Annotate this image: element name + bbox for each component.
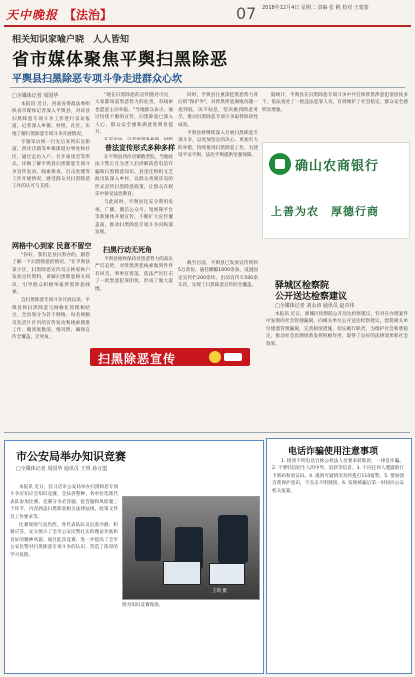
rule: [4, 432, 410, 433]
paragraph: 1. 接到不明电话自称公检法人员要求转账的，一律是诈骗。2. 不要轻信陌生人的中奖、退款等信息。3. 不向任何人透露银行卡密码和验证码。4. 遇到可疑情况及时拨打110报警。5. 要加强自我保护意识，不点击不明链接。6. 发现被骗后第一时间向公安机关报案。: [272, 459, 404, 494]
bank-advertisement: [262, 142, 410, 239]
bank-name: 确山农商银行: [295, 159, 380, 174]
paragraph: "你好，我们是县扫黑办的，跟您了解一下扫黑除恶的情况。"在平舆县某小区，扫黑除恶宣传员正挨家挨户发放宣传资料，讲解扫黑除恶相关知识，引导群众积极举报涉黑涉恶线索。: [12, 253, 90, 296]
paragraph: [95, 137, 173, 140]
lead-headline: 省市媒体聚焦平舆扫黑除恶: [12, 50, 228, 70]
paragraph: 据统计，平舆县在扫黑除恶专项斗争中共打掉涉黑涉恶犯罪团伙多个，依法查处了一批违法犯罪人员，有效维护了社会稳定，群众安全感明显增强。: [262, 93, 408, 113]
paragraph: 同时，平舆县注重深挖黑恶势力背后的"保护伞"，对涉黑涉恶腐败问题一查到底，决不姑息，坚决做到除恶务尽，推动扫黑除恶专项斗争取得阶段性成效。: [178, 93, 258, 128]
rule: [10, 87, 405, 88]
side-news-title-1: 驿城区检察院: [275, 281, 330, 291]
lead-kicker: 相关知识家喻户晓 人人皆知: [12, 35, 130, 45]
photo-caption: 图为知识竞赛现场。: [122, 603, 164, 608]
photo-credit: 王琪 摄: [212, 589, 227, 594]
lead-column-2: [95, 92, 173, 140]
quiz-photo: [122, 496, 260, 600]
bank-slogan: 上善为农 厚德行商: [271, 205, 379, 218]
paragraph: 自扫黑除恶专项斗争开展以来，平舆县将扫黑除恶与网格化管理相结合，全县划分为若干网格，每名网格员负责片区内的宣传发动和线索摸排工作，做到底数清、情况明，确保宣传全覆盖、无死角。: [12, 298, 90, 341]
paragraph: 比赛现场气氛热烈，各代表队队员沉着冷静、积极应答，充分展示了全市公安民警扎实的理论功底和良好的精神风貌。通过此次竞赛，进一步提高了全市公安民警对扫黑除恶专项斗争的认识，营造了浓厚的学习氛围。: [10, 523, 118, 558]
photo-monitor: [209, 563, 245, 585]
bank-logo-icon: [269, 153, 291, 175]
lead-column-4: [262, 92, 408, 138]
banner-text: 扫黑除恶宣传: [98, 352, 177, 366]
side-news-body: [266, 311, 408, 431]
masthead: [4, 3, 411, 27]
paragraph: 本报讯 近日，驻马店市公安局举办扫黑除恶专项斗争应知应会知识竞赛，全局各警种、各单位选派代表队参加比赛。竞赛分为必答题、抢答题和风险题三个环节，内容涵盖扫黑除恶相关法律法规、政策文件及工作要求等。: [10, 485, 118, 520]
paragraph: 本报讯 近日，驿城区检察院公开送达检察建议，针对在办理案件中发现的社会管理漏洞，向相关单位公开送达检察建议，督促相关单位堵塞管理漏洞，完善制度措施，切实履行职责，为维护社会和谐稳定、推动社会治理创新发挥积极作用，取得了良好的法律效果和社会效果。: [266, 312, 408, 347]
paragraph: 在平舆县西洋店镇敬老院，当地政法干警正在为老人们讲解防范电信诈骗和扫黑除恶知识。县里还组织文艺演出队深入乡村，以群众喜闻乐见的形式宣传扫黑除恶政策，让群众在娱乐中接受法治教育。: [95, 155, 173, 198]
paragraph: 截至目前，平舆县已发放宣传资料5万余份，悬挂横幅1000余条，设置固定宣传栏200余块，出动宣传车500余车次，实现了扫黑除恶宣传的全覆盖。: [178, 261, 258, 289]
photo-monitor: [163, 561, 201, 585]
quiz-story-body: [10, 484, 118, 668]
section-label: 【法治】: [64, 8, 113, 22]
lead-subtitle-1: 网格中心到家 民意不留空: [12, 242, 92, 250]
quiz-story-byline: □全媒体记者 周国华 通讯员 王琪 孙万盟: [16, 466, 108, 472]
paragraph: 平舆县将继续深入开展扫黑除恶专项斗争，以更加坚定的决心、更加有力的举措，持续推进扫黑除恶工作，为建设平安平舆、法治平舆提供坚强保障。: [178, 131, 258, 159]
paragraph: 专题采访组一行先后来到东皇街道、西洋店镇等乡镇街道办事处和社区，通过走访入户、召开座谈会等形式，详细了解平舆县扫黑除恶专项斗争宣传发动、线索排查、打击处理等工作开展情况，感受群众对扫黑除恶工作的认可与支持。: [12, 140, 90, 190]
lead-column-1: [12, 101, 90, 238]
lead-column-2b: [95, 154, 173, 242]
tips-body: [272, 458, 404, 666]
quiz-story-title: 市公安局举办知识竞赛: [16, 450, 126, 463]
lead-column-3b: [178, 260, 258, 344]
side-news-byline: □全媒体记者 刘永涛 通讯员 赵卓伟: [275, 303, 355, 309]
paper-logo: 天中晚报: [6, 8, 59, 22]
tips-title: 电话诈骗使用注意事项: [288, 447, 379, 457]
lead-column-2c: [95, 256, 173, 344]
paragraph: "现在扫黑除恶的宣传随处可见，大家都知道黑恶势力的危害，有线索也愿意主动举报。"当地群众表示，通过持续不断的宣传，扫黑除恶已深入人心，群众安全感和满意度明显提升。: [95, 93, 173, 136]
lead-subhead: 平舆县扫黑除恶专项斗争走进群众心坎: [12, 74, 182, 85]
page-number: 07: [236, 4, 257, 23]
paragraph: 本报讯 近日，河南省委政法委组织省市媒体记者深入平舆县，对该县扫黑除恶专项斗争工作进行采访报道。记者深入乡镇、村组、社区，实地了解扫黑除恶专项斗争开展情况。: [12, 102, 90, 137]
lead-subtitle-3: 扫黑行动无死角: [103, 246, 152, 254]
banner-emblem-icon: [208, 350, 244, 364]
lead-byline: □全媒体记者 周国华: [12, 93, 59, 99]
date-info: 2018年12月4日 星期二 责编 张 帆 校对 王蒙蒙: [262, 5, 369, 11]
side-news-title-2: 公开送达检察建议: [275, 292, 348, 302]
campaign-banner: [90, 348, 250, 366]
photo-person: [135, 517, 161, 561]
photo-person: [218, 515, 248, 563]
paragraph: 与此同时，平舆县还充分利用电视、广播、微信公众号、短视频平台等新媒体开展宣传，不断扩大宣传覆盖面，推动扫黑除恶专项斗争向纵深发展。: [95, 200, 173, 236]
lead-subtitle-2: 普法宣传形式多种多样: [105, 144, 175, 152]
lead-column-1b: [12, 252, 90, 344]
paragraph: 平舆县始终保持对黑恶势力的高压严打态势，对涉黑涉恶线索做到件件有回音、事事有着落，依法严厉打击了一批黑恶犯罪团伙，形成了强大震慑。: [95, 257, 173, 292]
